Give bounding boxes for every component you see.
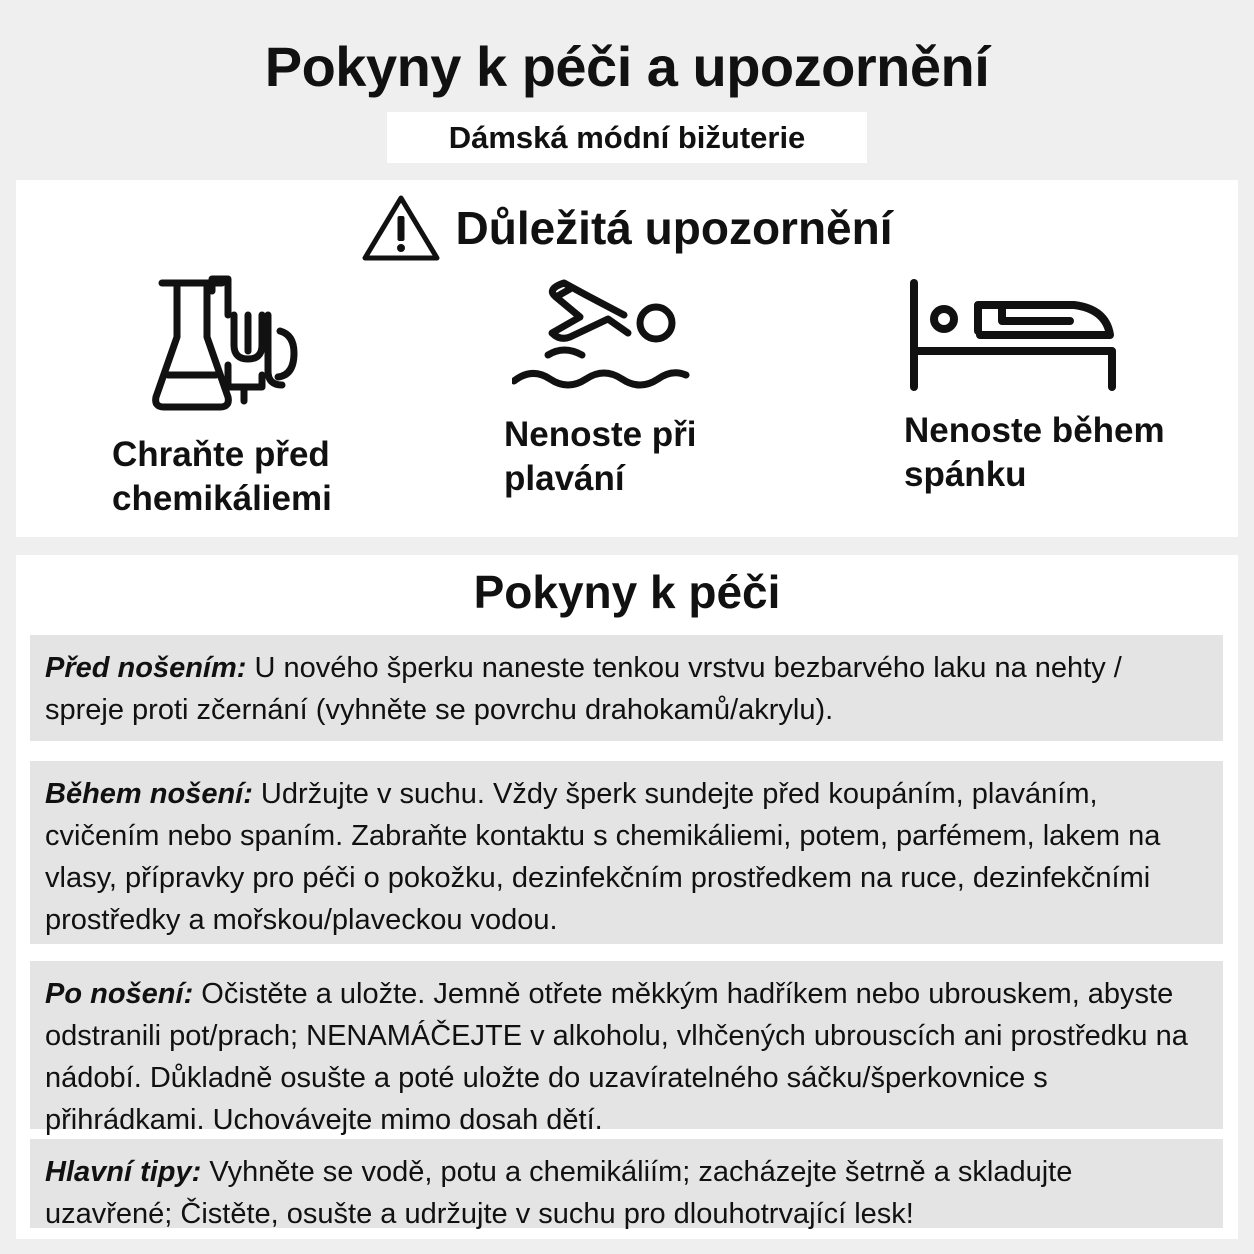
page-title: Pokyny k péči a upozornění [264,35,990,98]
warning-item-sleep [904,275,1165,497]
bed-sleep-icon [906,275,1122,391]
chemicals-flask-icon [152,275,302,415]
warnings-title: Důležitá upozornění [455,202,893,254]
care-row-text: Vyhněte se vodě, potu a chemikáliím; zacházejte šetrně a skladujte uzavřené; Čistěte, osušte a udržujte v suchu pro dlouhotrvající lesk! [45,1156,1073,1230]
care-row-label: Hlavní tipy: [45,1156,202,1188]
warning-item-chemicals [112,275,332,521]
subtitle-badge [387,112,867,163]
care-row-text: U nového šperku naneste tenkou vrstvu bezbarvého laku na nehty / spreje proti zčernání (vyhněte se povrchu drahokamů/akrylu). [45,652,1122,726]
warning-label-chemicals: Chraňte před chemikáliemi [112,435,332,518]
warning-label-swimming: Nenoste při plavání [504,415,697,498]
care-row-label: Po nošení: [45,978,194,1010]
care-row-label: Během nošení: [45,778,253,810]
care-row-label: Před nošením: [45,652,247,684]
swimming-icon [512,275,692,395]
care-row-text: Udržujte v suchu. Vždy šperk sundejte před koupáním, plaváním, cvičením nebo spaním. Zabraňte kontaktu s chemikáliemi, potem, parfémem, lakem na vlasy, přípravky pro péči o pokožku, dezinfekčním prostředkem na ruce, dezinfekčními prostředky a mořskou/plaveckou vodou. [45,778,1161,936]
care-title: Pokyny k péči [473,566,781,618]
warning-triangle-icon [362,194,440,262]
subtitle-text: Dámská módní bižuterie [448,119,806,155]
care-row-after [30,961,1223,1136]
warnings-panel [16,180,1238,537]
care-row-during [30,761,1223,944]
warnings-heading [16,194,1238,262]
warning-label-sleep: Nenoste během spánku [904,411,1165,494]
care-row-before [30,635,1223,741]
warning-item-swimming [504,275,697,501]
care-row-text: Očistěte a uložte. Jemně otřete měkkým hadříkem nebo ubrouskem, abyste odstranili pot/prach; NENAMÁČEJTE v alkoholu, vlhčených ubrouscích ani prostředku na nádobí. Důkladně osušte a poté uložte do uzavíratelného sáčku/šperkovnice s přihrádkami. Uchovávejte mimo dosah dětí. [45,978,1188,1136]
care-row-tips [30,1139,1223,1228]
care-panel [16,555,1238,1239]
